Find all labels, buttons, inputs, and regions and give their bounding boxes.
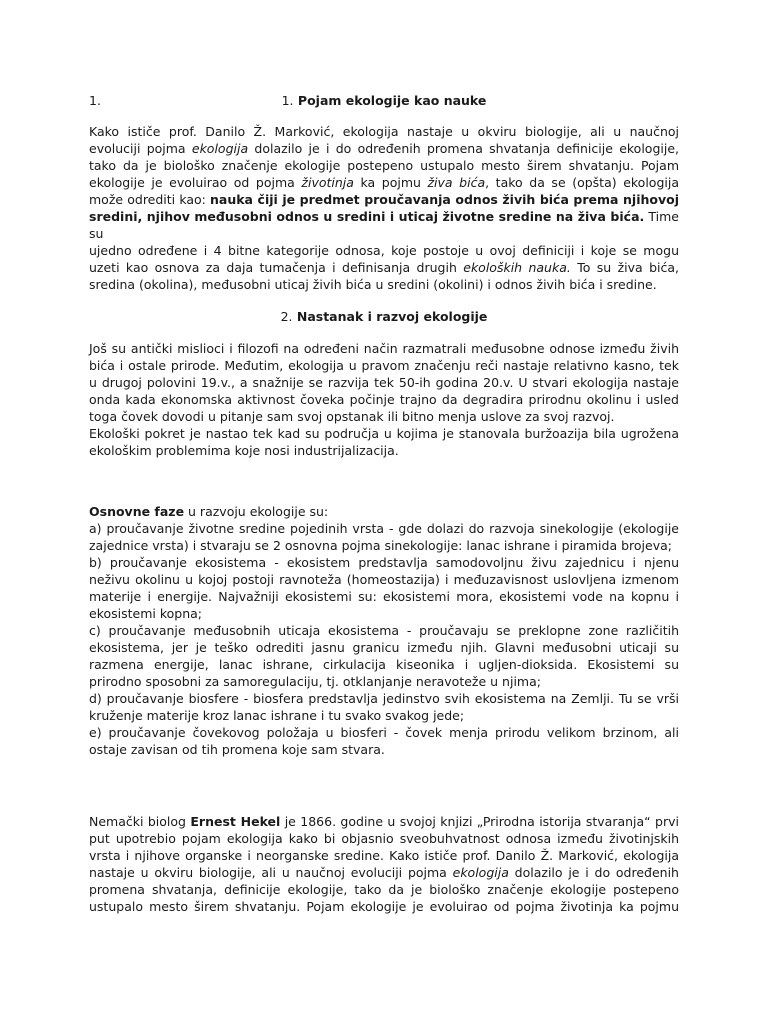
phases-intro: Osnovne faze u razvoju ekologije su: bbox=[89, 504, 329, 519]
text-line: vrsta i njihove organske i neorganske sredine. Kako ističe prof. Danilo Ž. Marković, ekologija bbox=[89, 848, 679, 863]
list-item: zajednice vrsta) i stvaraju se 2 osnovna pojma sinekologije: lanac ishrane i piramida brojeva; bbox=[89, 538, 672, 553]
text-line: nastaje u okviru biologije, ali u naučnoj evoluciji pojma ekologija dolazilo je i do određenih bbox=[89, 865, 679, 880]
text-line: uzeti kao osnova za daja tumačenja i definisanja drugih ekoloških nauka. To su živa bića, bbox=[89, 260, 679, 275]
section-heading-text: Pojam ekologije kao nauke bbox=[297, 93, 487, 108]
list-item: d) proučavanje biosfere - biosfera predstavlja jedinstvo svih ekosistema na Zemlji. Tu se vrši bbox=[89, 691, 679, 706]
list-item: c) proučavanje međusobnih uticaja ekosistema - proučavaju se preklopne zone različitih bbox=[89, 623, 679, 638]
list-item: kruženje materije kroz lanac ishrane i tu svako svakog jede; bbox=[89, 708, 465, 723]
list-item: ekosistemi kopna; bbox=[89, 606, 203, 621]
phases-list bbox=[89, 503, 679, 758]
list-item: prirodno sposobni za samoregulaciju, tj. otklanjanje neravoteže u njima; bbox=[89, 674, 541, 689]
section-heading-text: Nastanak i razvoj ekologije bbox=[296, 309, 488, 324]
text-line: ustupalo mesto širem shvatanju. Pojam ekologije je evoluirao od pojma životinja ka pojmu bbox=[89, 899, 679, 914]
list-number: 1. bbox=[89, 93, 101, 108]
text-line: put upotrebio pojam ekologija kako bi objasnio sveobuhvatnost odnosa između životinjskih bbox=[89, 831, 679, 846]
section-2-paragraph bbox=[89, 340, 679, 459]
section-heading-number: 2. bbox=[280, 309, 293, 324]
section-heading-2 bbox=[0, 308, 768, 325]
list-item: a) proučavanje životne sredine pojedinih vrsta - gde dolazi do razvoja sinekologije (ekologije bbox=[89, 521, 679, 536]
text-line: tako da je biološko značenje ekologije postepeno ustupalo mesto širem shvatanju. Pojam bbox=[89, 158, 679, 173]
text-line: sredini, njihov međusobni odnos u sredini i uticaj životne sredine na živa bića. Time su bbox=[89, 209, 679, 241]
text-line: onda kada ekonomska aktivnost čoveka počinje trajno da degradira prirodnu okolinu i usled bbox=[89, 392, 679, 407]
text-line: Ekološki pokret je nastao tek kad su područja u kojima je stanovala buržoazija bila ugrožena bbox=[89, 426, 679, 441]
text-line: bića i ostale prirode. Međutim, ekologija u pravom značenju reči nastaje relativno kasno, tek bbox=[89, 358, 679, 373]
list-item: razmena energije, lanac ishrane, cirkulacija kiseonika i ugljen-dioksida. Ekosistemi su bbox=[89, 657, 679, 672]
list-item: e) proučavanje čovekovog položaja u biosferi - čovek menja prirodu velikom brzinom, ali bbox=[89, 725, 679, 740]
list-item: ekosistema, jer je teško odrediti jasnu granicu između njih. Glavni međusobni uticaji su bbox=[89, 640, 679, 655]
section-heading-number: 1. bbox=[281, 93, 294, 108]
text-line: u drugoj polovini 19.v., a snažnije se razvija tek 50-ih godina 20.v. U stvari ekologija nastaje bbox=[89, 375, 679, 390]
list-item: ostaje zavisan od tih promena koje sam stvara. bbox=[89, 742, 385, 757]
text-line: Kako ističe prof. Danilo Ž. Marković, ekologija nastaje u okviru biologije, ali u naučnoj bbox=[89, 124, 679, 139]
text-line: ekološkim problemima koje nosi industrijalizacija. bbox=[89, 443, 399, 458]
hekel-paragraph bbox=[89, 813, 679, 915]
list-item: neživu okolinu u kojoj postoji ravnoteža (homeostazija) i međuzavisnost uslovljena izmenom bbox=[89, 572, 679, 587]
text-line: ujedno određene i 4 bitne kategorije odnosa, koje postoje u ovoj definiciji i koje se mogu bbox=[89, 243, 679, 258]
text-line: promena shvatanja, definicije ekologije, tako da je biološko značenje ekologije postepeno bbox=[89, 882, 679, 897]
text-line: može odrediti kao: nauka čiji je predmet proučavanja odnos živih bića prema njihovoj bbox=[89, 192, 679, 207]
list-item: b) proučavanje ekosistema - ekosistem predstavlja samodovoljnu živu zajednicu i njenu bbox=[89, 555, 679, 570]
text-line: Još su antički mislioci i filozofi na određeni način razmatrali međusobne odnose između živih bbox=[89, 341, 679, 356]
text-line: ekologije je evoluirao od pojma životinja ka pojmu živa bića, tako da se (opšta) ekologija bbox=[89, 175, 679, 190]
text-line: evoluciji pojma ekologija dolazilo je i do određenih promena shvatanja definicije ekologije, bbox=[89, 141, 679, 156]
text-line: sredina (okolina), međusobni uticaj živih bića u sredini (okolini) i odnos živih bića i sredine. bbox=[89, 277, 657, 292]
list-item: materije i energije. Najvažniji ekosistemi su: ekosistemi mora, ekosistemi vode na kopnu i bbox=[89, 589, 679, 604]
text-line: Nemački biolog Ernest Hekel je 1866. godine u svojoj knjizi „Prirodna istorija stvaranja“ prvi bbox=[89, 814, 679, 829]
section-heading-1 bbox=[0, 92, 768, 109]
section-1-paragraph bbox=[89, 123, 679, 293]
text-line: toga čovek dovodi u pitanje sam svoj opstanak ili bitno menja uslove za svoj razvoj. bbox=[89, 409, 615, 424]
